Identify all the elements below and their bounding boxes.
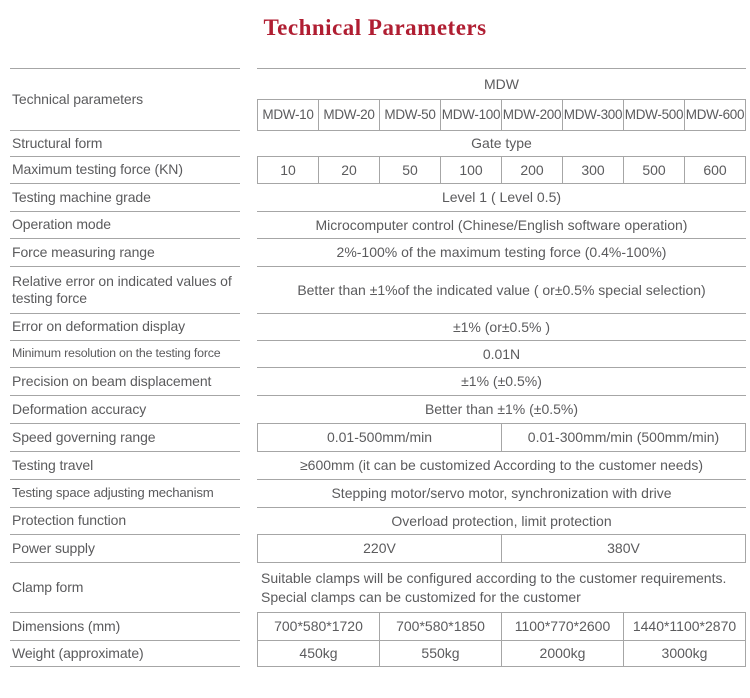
model-name: MDW-300 [562, 100, 623, 130]
row-testing-travel [10, 451, 746, 479]
row-value [257, 507, 746, 534]
page-title: Technical Parameters [263, 15, 487, 40]
column-gap [240, 68, 257, 130]
model-name: MDW-10 [262, 107, 314, 123]
model-name: MDW-200 [501, 100, 562, 130]
row-value [257, 423, 746, 451]
value-cell: 700*580*1720 [274, 618, 363, 635]
row-label: Relative error on indicated values of testing force [10, 266, 240, 313]
row-label: Minimum resolution on the testing force [10, 340, 240, 367]
column-gap [240, 340, 257, 367]
row-clamp-form [10, 562, 746, 612]
model-name: MDW-100 [440, 100, 501, 130]
value-cell: 10 [280, 161, 296, 178]
model-name: MDW-600 [684, 100, 745, 130]
column-gap [240, 313, 257, 340]
value-cell: Suitable clamps will be configured according to the customer requirements. Special clamps can be customized for the customer [261, 570, 727, 605]
row-deformation-accuracy [10, 395, 746, 423]
row-testing-machine-grade [10, 183, 746, 211]
column-gap [240, 238, 257, 266]
row-value [257, 562, 746, 612]
value-cell: ±1% (±0.5%) [461, 373, 542, 390]
row-label: Power supply [10, 534, 240, 562]
column-gap [240, 266, 257, 313]
row-value [257, 367, 746, 395]
row-label: Deformation accuracy [10, 395, 240, 423]
series-name: MDW [484, 75, 519, 92]
row-value [257, 183, 746, 211]
row-dimensions [10, 612, 746, 640]
column-gap [240, 183, 257, 211]
row-label: Error on deformation display [10, 313, 240, 340]
value-cell: Stepping motor/servo motor, synchronization with drive [331, 485, 672, 502]
value-cell: Level 1 ( Level 0.5) [441, 189, 562, 206]
value-cell: 200 [501, 157, 562, 183]
value-cell: 2%-100% of the maximum testing force (0.4%-100%) [336, 244, 667, 261]
value-cell: Better than ±1% (±0.5%) [424, 401, 579, 418]
row-value [257, 211, 746, 238]
row-label: Operation mode [10, 211, 240, 238]
column-gap [240, 130, 257, 156]
row-power-supply [10, 534, 746, 562]
value-cell: ±1% (or±0.5% ) [452, 318, 551, 335]
row-label: Force measuring range [10, 238, 240, 266]
row-value [257, 340, 746, 367]
value-cell: Microcomputer control (Chinese/English software operation) [315, 216, 688, 233]
value-cell: Better than ±1%of the indicated value ( or±0.5% special selection) [297, 281, 706, 298]
row-precision-beam-displacement [10, 367, 746, 395]
column-gap [240, 423, 257, 451]
column-gap [240, 479, 257, 507]
series-row [257, 68, 746, 99]
value-cell: 500 [623, 157, 684, 183]
model-row [257, 99, 746, 130]
row-value [257, 130, 746, 156]
header-label: Technical parameters [10, 68, 240, 130]
value-cell: 300 [562, 157, 623, 183]
row-force-measuring-range [10, 238, 746, 266]
column-gap [240, 156, 257, 183]
value-cell: Overload protection, limit protection [391, 512, 612, 529]
value-cell: 0.01N [482, 345, 521, 362]
value-cell: 380V [501, 535, 745, 562]
row-protection-function [10, 507, 746, 534]
row-value [257, 451, 746, 479]
column-gap [240, 395, 257, 423]
row-label: Speed governing range [10, 423, 240, 451]
column-gap [240, 367, 257, 395]
row-testing-space-adjusting [10, 479, 746, 507]
value-cell: 20 [318, 157, 379, 183]
row-label: Testing space adjusting mechanism [10, 479, 240, 507]
row-value [257, 612, 746, 640]
value-cell: 0.01-500mm/min [326, 429, 433, 446]
row-label: Testing machine grade [10, 183, 240, 211]
value-cell: 450kg [299, 645, 338, 662]
row-relative-error [10, 266, 746, 313]
row-label: Precision on beam displacement [10, 367, 240, 395]
row-value [257, 479, 746, 507]
value-cell: 2000kg [501, 641, 623, 666]
column-gap [240, 451, 257, 479]
row-value [257, 395, 746, 423]
row-label: Testing travel [10, 451, 240, 479]
row-label: Structural form [10, 130, 240, 156]
row-value [257, 238, 746, 266]
model-name: MDW-20 [318, 100, 379, 130]
model-name: MDW-500 [623, 100, 684, 130]
row-structural-form [10, 130, 746, 156]
value-cell: 220V [363, 540, 396, 557]
column-gap [240, 211, 257, 238]
column-gap [240, 612, 257, 640]
row-label: Protection function [10, 507, 240, 534]
row-maximum-testing-force [10, 156, 746, 183]
value-cell: 100 [440, 157, 501, 183]
value-cell: Gate type [471, 135, 532, 152]
row-label: Clamp form [10, 562, 240, 612]
value-cell: 1440*1100*2870 [623, 613, 745, 640]
row-error-deformation-display [10, 313, 746, 340]
row-speed-governing-range [10, 423, 746, 451]
row-weight [10, 640, 746, 667]
column-gap [240, 507, 257, 534]
value-cell: 1100*770*2600 [501, 613, 623, 640]
row-value [257, 640, 746, 667]
row-label: Maximum testing force (KN) [10, 156, 240, 183]
value-cell: 50 [379, 157, 440, 183]
row-label: Dimensions (mm) [10, 612, 240, 640]
value-cell: 600 [684, 157, 745, 183]
technical-parameters-table [10, 68, 746, 667]
row-value [257, 534, 746, 562]
column-gap [240, 562, 257, 612]
row-value [257, 156, 746, 183]
value-cell: 550kg [379, 641, 501, 666]
value-cell: 3000kg [623, 641, 745, 666]
row-value [257, 266, 746, 313]
row-operation-mode [10, 211, 746, 238]
value-cell: 700*580*1850 [379, 613, 501, 640]
column-gap [240, 534, 257, 562]
model-name: MDW-50 [379, 100, 440, 130]
value-cell: 0.01-300mm/min (500mm/min) [501, 424, 745, 451]
header-value-stack [257, 68, 746, 130]
row-value [257, 313, 746, 340]
row-label: Weight (approximate) [10, 640, 240, 667]
row-minimum-resolution [10, 340, 746, 367]
column-gap [240, 640, 257, 667]
table-header-row [10, 68, 746, 130]
value-cell: ≥600mm (it can be customized According to the customer needs) [300, 457, 703, 474]
